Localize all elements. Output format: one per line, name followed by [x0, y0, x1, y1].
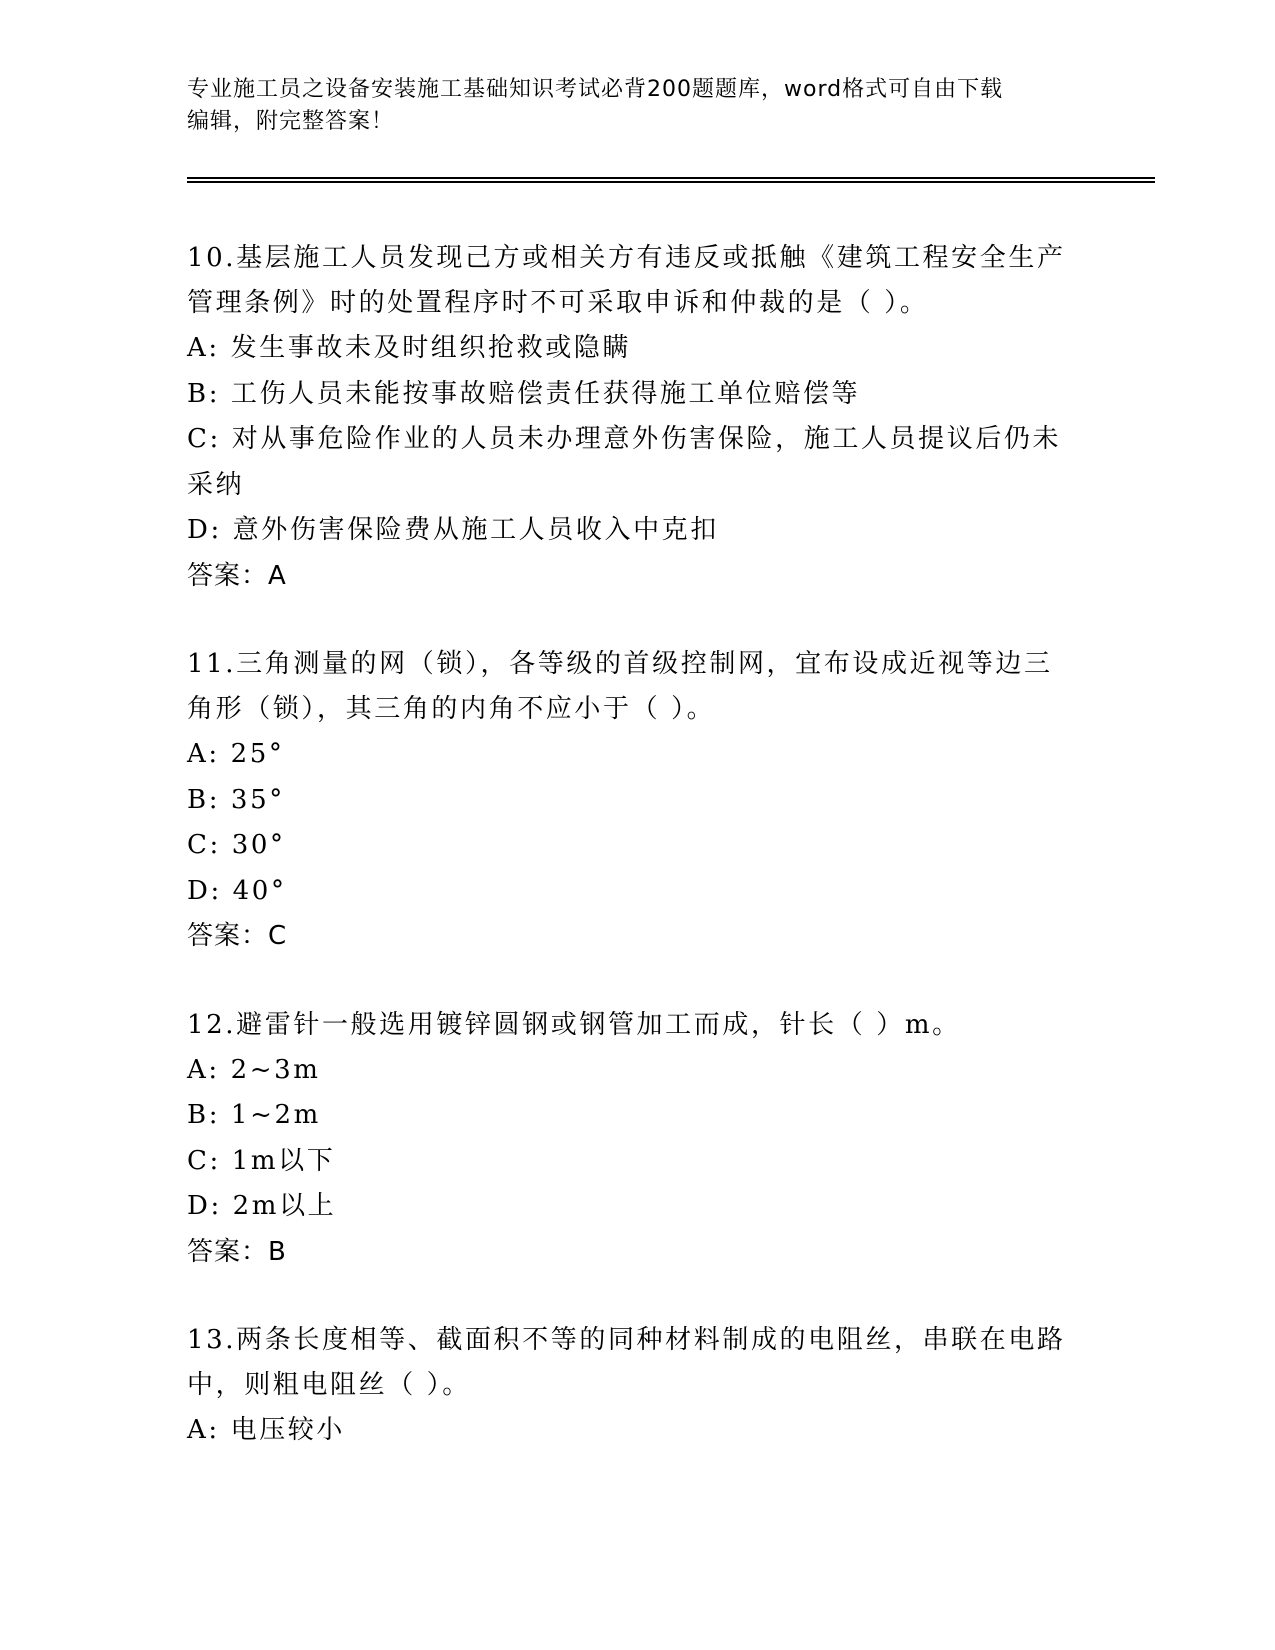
question-stem-line: 中，则粗电阻丝（ ）。 [187, 1370, 471, 1400]
option-d: D: 40° [187, 875, 287, 906]
option-b: B: 35° [187, 784, 285, 815]
question-stem-line: 10.基层施工人员发现己方或相关方有违反或抵触《建筑工程安全生产 [187, 243, 1066, 273]
option-c: C: 30° [187, 830, 286, 860]
header-title-line-1: 专业施工员之设备安装施工基础知识考试必背200题题库，word格式可自由下载 [187, 77, 1004, 102]
question-stem-line: 角形（锁），其三角的内角不应小于（ ）。 [187, 694, 716, 724]
option-d: D: 2m以上 [187, 1191, 337, 1221]
question-12 [187, 1003, 1087, 1276]
option-d: D: 意外伤害保险费从施工人员收入中克扣 [187, 515, 719, 545]
option-a: A: 25° [187, 739, 285, 769]
page-header [187, 74, 1087, 138]
option-b: B: 1~2m [187, 1100, 321, 1130]
question-11 [187, 642, 1087, 960]
option-c: C: 对从事危险作业的人员未办理意外伤害保险，施工人员提议后仍未 [187, 424, 1062, 454]
header-divider [187, 177, 1155, 183]
option-b: B: 工伤人员未能按事故赔偿责任获得施工单位赔偿等 [187, 378, 861, 409]
option-a: A: 2~3m [187, 1054, 321, 1085]
question-list [187, 236, 1087, 1497]
question-stem-line: 13.两条长度相等、截面积不等的同种材料制成的电阻丝，串联在电路 [187, 1325, 1066, 1355]
question-stem-line: 12.避雷针一般选用镀锌圆钢或钢管加工而成，针长（ ）m。 [187, 1009, 961, 1040]
question-13 [187, 1318, 1087, 1454]
answer: 答案：B [187, 1236, 287, 1267]
header-title-line-2: 编辑，附完整答案！ [187, 109, 395, 134]
answer: 答案：C [187, 921, 288, 951]
option-a: A: 发生事故未及时组织抢救或隐瞒 [187, 333, 632, 363]
question-stem-line: 11.三角测量的网（锁），各等级的首级控制网，宜布设成近视等边三 [187, 649, 1053, 679]
option-c: C: 1m以下 [187, 1145, 336, 1176]
option-c-continued: 采纳 [187, 469, 245, 500]
question-10 [187, 236, 1087, 599]
option-a: A: 电压较小 [187, 1415, 346, 1445]
answer: 答案：A [187, 560, 287, 591]
question-stem-line: 管理条例》时的处置程序时不可采取申诉和仲裁的是（ ）。 [187, 288, 929, 318]
